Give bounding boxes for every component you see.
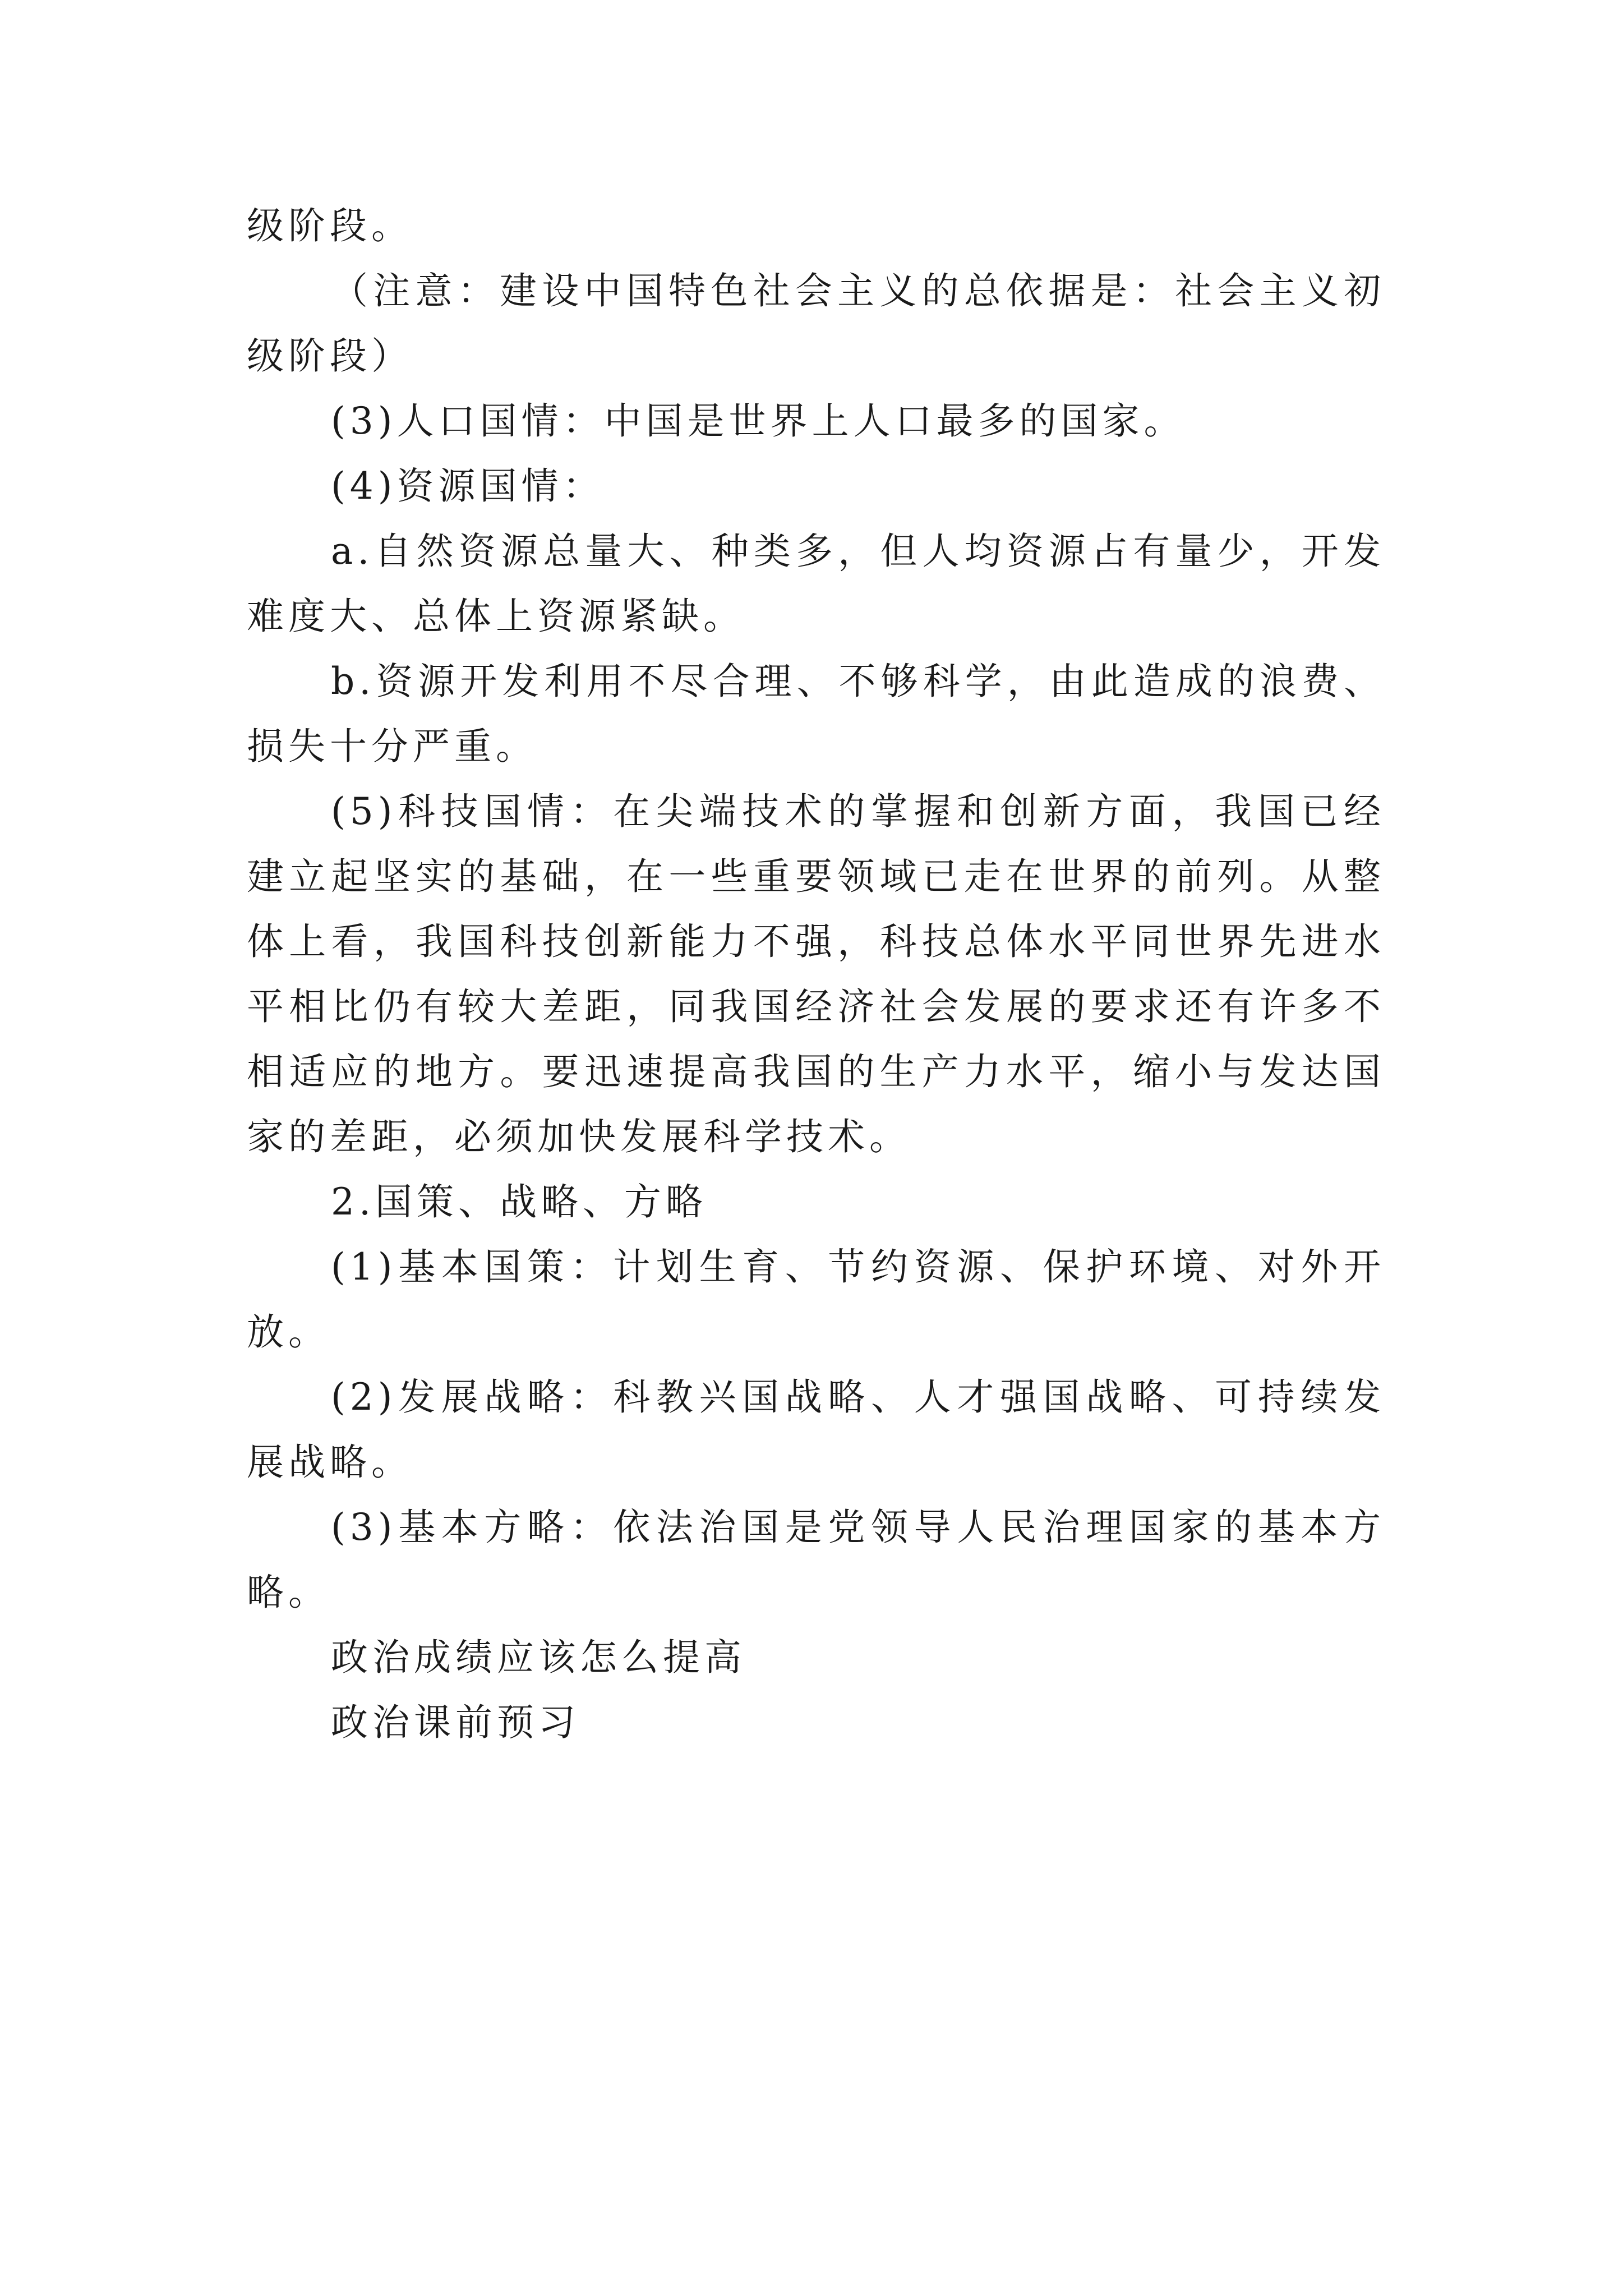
paragraph-continuation: 级阶段。 (247, 204, 413, 247)
paragraph-technology: (5)科技国情：在尖端技术的掌握和创新方面，我国已经建立起坚实的基础，在一些重要领域已走在世界的前列。从整体上看，我国科技创新能力不强，科技总体水平同世界先进水平相比仍有较大差距，同我国经济社会发展的要求还有许多不相适应的地方。要迅速提高我国的生产力水平，缩小与发达国家的差距，必须加快发展科学技术。 (247, 790, 1385, 1158)
paragraph-resources-a: a.自然资源总量大、种类多，但人均资源占有量少，开发难度大、总体上资源紧缺。 (247, 530, 1385, 638)
heading-improve-grades: 政治成绩应该怎么提高 (331, 1636, 746, 1679)
paragraph-note: （注意：建设中国特色社会主义的总依据是：社会主义初级阶段） (247, 269, 1385, 378)
paragraph-resources-b: b.资源开发利用不尽合理、不够科学，由此造成的浪费、损失十分严重。 (247, 660, 1385, 768)
heading-preview: 政治课前预习 (331, 1701, 580, 1744)
document-body (247, 194, 1385, 1755)
paragraph-population: (3)人口国情：中国是世界上人口最多的国家。 (331, 399, 1186, 443)
paragraph-basic-strategy: (3)基本方略：依法治国是党领导人民治理国家的基本方略。 (247, 1506, 1385, 1614)
paragraph-basic-policy: (1)基本国策：计划生育、节约资源、保护环境、对外开放。 (247, 1245, 1385, 1354)
section-heading-policies: 2.国策、战略、方略 (331, 1180, 707, 1223)
paragraph-resources-heading: (4)资源国情： (331, 464, 605, 508)
paragraph-development-strategy: (2)发展战略：科教兴国战略、人才强国战略、可持续发展战略。 (247, 1375, 1385, 1484)
